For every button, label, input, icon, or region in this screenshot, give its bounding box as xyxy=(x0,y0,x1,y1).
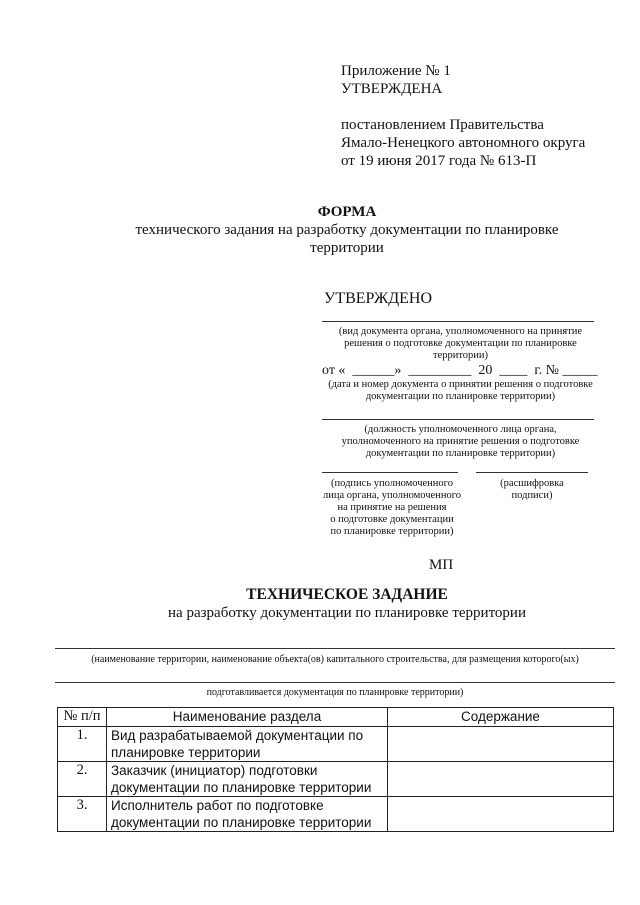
date-caption-2: документации по планировке территории) xyxy=(365,391,556,402)
sections-table xyxy=(57,707,614,832)
position-line xyxy=(322,419,594,420)
row-name-line-2: документации по планировке территории xyxy=(111,815,372,830)
row-name-line-2: планировке территории xyxy=(111,745,261,760)
row-num: 3. xyxy=(58,797,107,832)
stamp-label: МП xyxy=(429,557,454,573)
row-num: 2. xyxy=(58,762,107,797)
form-subtitle-line-1: технического задания на разработку документации по планировке xyxy=(135,222,559,238)
table-row xyxy=(58,727,614,762)
row-name-line-1: Вид разрабатываемой документации по xyxy=(111,728,364,743)
row-name xyxy=(107,727,388,762)
position-caption-2: уполномоченного на принятие решения о подготовке xyxy=(341,436,580,447)
row-name-line-1: Исполнитель работ по подготовке xyxy=(111,798,324,813)
form-subtitle-line-2: территории xyxy=(310,240,384,256)
assignment-title: ТЕХНИЧЕСКОЕ ЗАДАНИЕ xyxy=(246,586,448,603)
row-content[interactable] xyxy=(388,762,614,797)
position-caption-1: (должность уполномоченного лица органа, xyxy=(364,424,557,435)
table-header-row xyxy=(58,708,614,727)
position-caption-3: документации по планировке территории) xyxy=(365,448,556,459)
appendix-number: Приложение № 1 xyxy=(341,63,451,79)
row-content[interactable] xyxy=(388,797,614,832)
row-name xyxy=(107,762,388,797)
decode-line xyxy=(476,472,588,473)
signature-caption-1: (подпись уполномоченного xyxy=(331,478,453,489)
signature-caption-2: лица органа, уполномоченного xyxy=(323,490,461,501)
appendix-line-3: от 19 июня 2017 года № 613-П xyxy=(341,153,537,169)
table-row xyxy=(58,762,614,797)
row-name-line-1: Заказчик (инициатор) подготовки xyxy=(111,763,318,778)
row-content[interactable] xyxy=(388,727,614,762)
appendix-line-1: постановлением Правительства xyxy=(341,117,544,133)
row-name-line-2: документации по планировке территории xyxy=(111,780,372,795)
signature-line xyxy=(322,472,458,473)
decode-caption-2: подписи) xyxy=(511,490,553,501)
doc-type-line xyxy=(322,321,594,322)
header-name: Наименование раздела xyxy=(107,708,388,727)
table-row xyxy=(58,797,614,832)
territory-caption-1: (наименование территории, наименование объекта(ов) капитального строительства, для размещения которого(ых) xyxy=(91,654,579,665)
header-content: Содержание xyxy=(388,708,614,727)
form-title: ФОРМА xyxy=(317,204,377,220)
appendix-approved: УТВЕРЖДЕНА xyxy=(341,81,443,97)
row-num: 1. xyxy=(58,727,107,762)
territory-line-2 xyxy=(55,682,615,683)
doc-type-caption-1: (вид документа органа, уполномоченного на принятие xyxy=(338,326,583,337)
header-num: № п/п xyxy=(58,708,107,727)
assignment-subtitle: на разработку документации по планировке территории xyxy=(168,605,526,621)
territory-caption-2: подготавливается документация по планировке территории) xyxy=(206,687,464,698)
signature-caption-3: на принятие на решения xyxy=(337,502,447,513)
doc-type-caption-3: территории) xyxy=(432,350,489,361)
territory-line-1 xyxy=(55,648,615,649)
appendix-line-2: Ямало-Ненецкого автономного округа xyxy=(341,135,586,151)
signature-caption-5: по планировке территории) xyxy=(330,526,454,537)
doc-type-caption-2: решения о подготовке документации по планировке xyxy=(344,338,577,349)
row-name xyxy=(107,797,388,832)
decode-caption-1: (расшифровка xyxy=(500,478,564,489)
date-caption-1: (дата и номер документа о принятии решения о подготовке xyxy=(328,379,593,390)
date-line: от « ______» _________ 20 ____ г. № _____ xyxy=(322,363,598,378)
approval-heading: УТВЕРЖДЕНО xyxy=(324,290,433,307)
signature-caption-4: о подготовке документации xyxy=(330,514,454,525)
